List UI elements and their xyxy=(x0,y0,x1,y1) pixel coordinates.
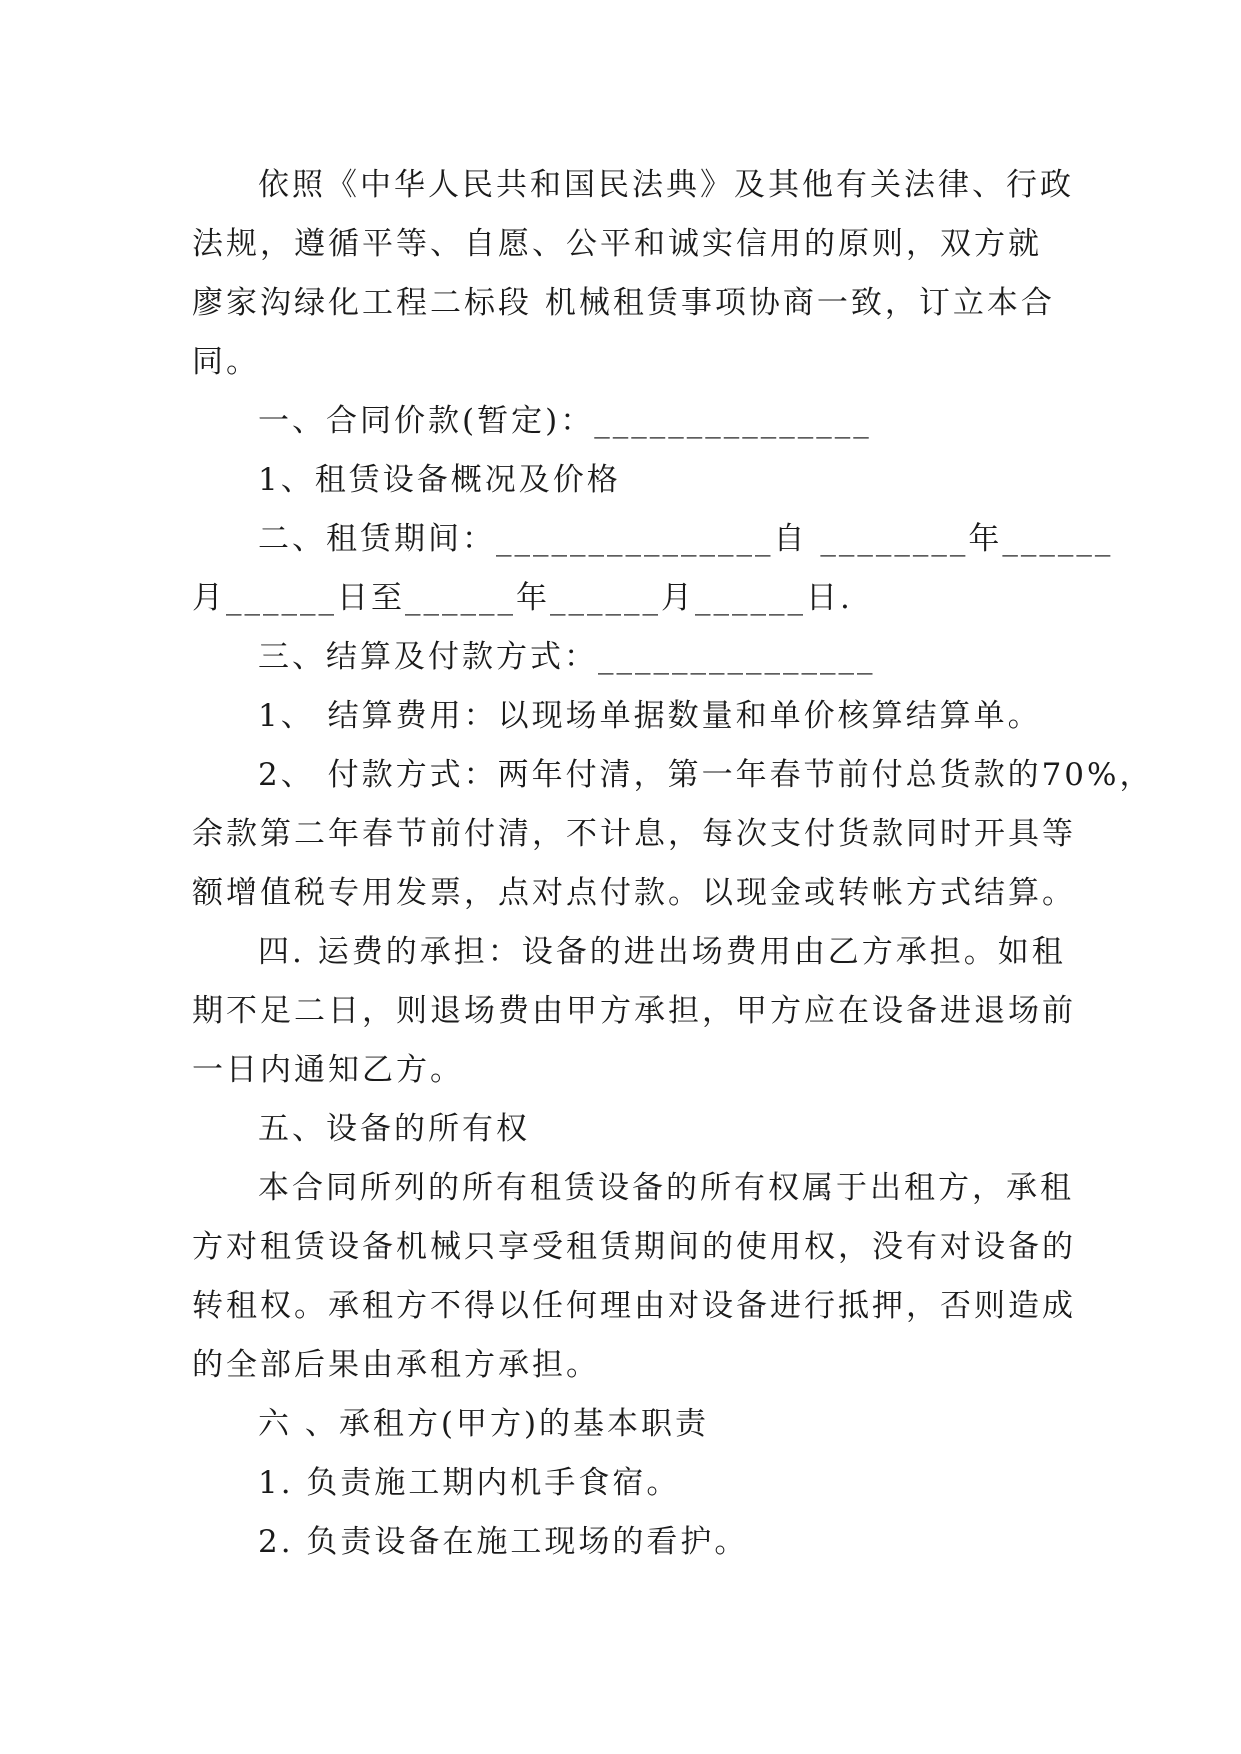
text-line: 本合同所列的所有租赁设备的所有权属于出租方，承租 xyxy=(258,1170,1074,1206)
document-page xyxy=(192,156,1154,1572)
section-freight xyxy=(192,923,1076,1100)
section-ownership: 五、设备的所有权 xyxy=(258,1111,530,1147)
text-line: 四. 运费的承担：设备的进出场费用由乙方承担。如租 xyxy=(258,934,1066,970)
section-contract-price: 一、合同价款(暂定)：_______________ xyxy=(258,403,872,439)
text-line: 方对租赁设备机械只享受租赁期间的使用权，没有对设备的 xyxy=(192,1229,1076,1265)
text-line: 一日内通知乙方。 xyxy=(192,1052,464,1088)
text-line: 期不足二日，则退场费由甲方承担，甲方应在设备进退场前 xyxy=(192,993,1076,1029)
text-line: 的全部后果由承租方承担。 xyxy=(192,1347,600,1383)
text-line: 转租权。承租方不得以任何理由对设备进行抵押，否则造成 xyxy=(192,1288,1076,1324)
duty-item-2: 2. 负责设备在施工现场的看护。 xyxy=(258,1524,749,1560)
text-line: 2、 付款方式：两年付清，第一年春节前付总货款的70%， xyxy=(258,757,1154,793)
section-settlement: 三、结算及付款方式：_______________ xyxy=(258,639,876,675)
text-line: 法规，遵循平等、自愿、公平和诚实信用的原则，双方就 xyxy=(192,226,1042,262)
text-line: 额增值税专用发票，点对点付款。以现金或转帐方式结算。 xyxy=(192,875,1076,911)
text-line: 同。 xyxy=(192,344,260,380)
text-line: 余款第二年春节前付清，不计息，每次支付货款同时开具等 xyxy=(192,816,1076,852)
item-settlement-fee: 1、 结算费用：以现场单据数量和单价核算结算单。 xyxy=(258,698,1042,734)
text-line: 依照《中华人民共和国民法典》及其他有关法律、行政 xyxy=(258,167,1074,203)
item-payment-method xyxy=(192,746,1154,923)
item-equipment-overview: 1、租赁设备概况及价格 xyxy=(258,462,621,498)
duty-item-1: 1. 负责施工期内机手食宿。 xyxy=(258,1465,681,1501)
section-lease-period xyxy=(192,510,1114,628)
text-line: 月______日至______年______月______日. xyxy=(192,580,853,616)
text-line: 二、租赁期间：_______________自 ________年______ xyxy=(258,521,1114,557)
section-lessee-duties: 六 、承租方(甲方)的基本职责 xyxy=(258,1406,710,1442)
text-line: 廖家沟绿化工程二标段 机械租赁事项协商一致，订立本合 xyxy=(192,285,1055,321)
ownership-paragraph xyxy=(192,1159,1076,1395)
intro-paragraph xyxy=(192,156,1074,392)
